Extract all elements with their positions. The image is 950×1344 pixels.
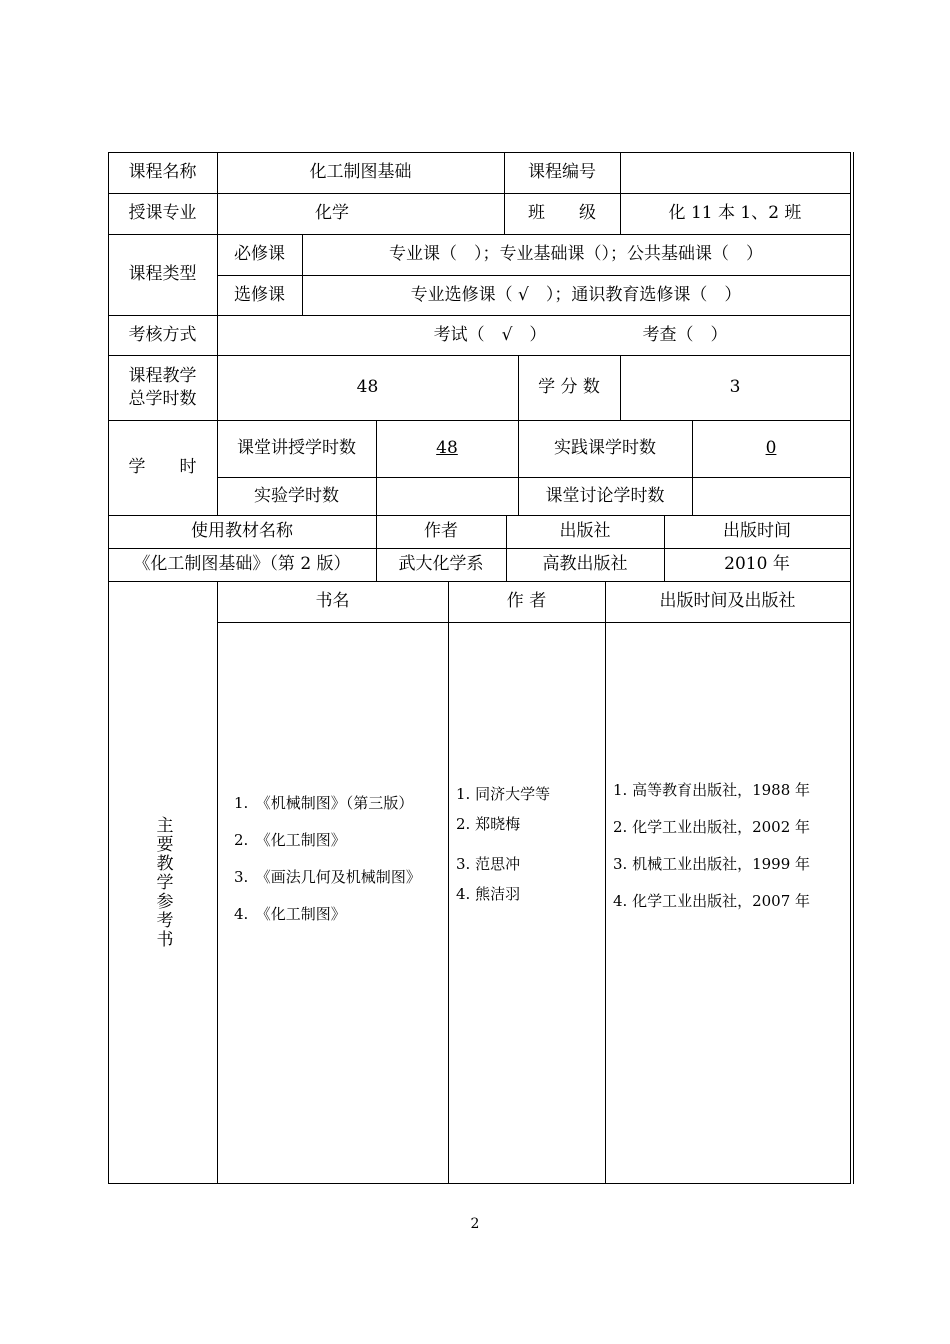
course-code-label: 课程编号 bbox=[528, 162, 596, 183]
textbook-header-name: 使用教材名称 bbox=[191, 521, 293, 542]
lab-hours-value bbox=[376, 477, 518, 515]
practice-hours-label: 实践课学时数 bbox=[554, 438, 656, 459]
reference-publishers bbox=[613, 781, 810, 929]
row-divider bbox=[217, 622, 851, 623]
references-label-cell bbox=[108, 581, 217, 1183]
course-type-label: 课程类型 bbox=[128, 264, 197, 285]
textbook-author: 武大化学系 bbox=[398, 554, 484, 575]
reference-title: 4. 《化工制图》 bbox=[234, 905, 346, 923]
total-hours-label bbox=[108, 355, 217, 420]
required-label: 必修课 bbox=[234, 244, 285, 265]
total-hours-value: 48 bbox=[356, 377, 379, 398]
table-border bbox=[850, 152, 851, 1184]
reference-publisher: 1. 高等教育出版社，1988 年 bbox=[613, 781, 811, 799]
total-hours-label-line2: 总学时数 bbox=[128, 388, 197, 409]
elective-label: 选修课 bbox=[234, 284, 285, 305]
references-header-title: 书名 bbox=[315, 591, 350, 612]
textbook-header-date: 出版时间 bbox=[723, 521, 791, 542]
reference-titles bbox=[234, 794, 421, 942]
class-label: 班 级 bbox=[528, 203, 596, 224]
col-divider bbox=[605, 581, 606, 1184]
course-name-value: 化工制图基础 bbox=[309, 162, 412, 183]
textbook-header-publisher: 出版社 bbox=[559, 521, 611, 542]
reference-title: 3. 《画法几何及机械制图》 bbox=[234, 868, 421, 886]
references-label: 主要教学参考书 bbox=[152, 815, 173, 949]
textbook-publisher: 高教出版社 bbox=[542, 554, 628, 575]
credit-value: 3 bbox=[729, 377, 741, 398]
required-value: 专业课（ ）；专业基础课（）；公共基础课（ ） bbox=[389, 244, 763, 265]
reference-author: 3. 范思冲 bbox=[456, 855, 521, 873]
reference-author: 1. 同济大学等 bbox=[456, 785, 551, 803]
references-header-author: 作 者 bbox=[506, 591, 547, 612]
page-number: 2 bbox=[470, 1216, 480, 1232]
references-header-publisher: 出版时间及出版社 bbox=[659, 591, 796, 612]
reference-publisher: 4. 化学工业出版社，2007 年 bbox=[613, 892, 811, 910]
reference-title: 2. 《化工制图》 bbox=[234, 831, 346, 849]
class-value: 化 11 本 1、2 班 bbox=[668, 203, 802, 224]
practice-hours-value: 0 bbox=[765, 438, 777, 459]
textbook-date: 2010 年 bbox=[724, 554, 790, 575]
assessment-exam: 考试（ √ ） bbox=[433, 324, 547, 345]
total-hours-label-line1: 课程教学 bbox=[128, 366, 197, 387]
col-divider bbox=[448, 581, 449, 1184]
reference-title: 1. 《机械制图》（第三版） bbox=[234, 794, 414, 812]
reference-author: 2. 郑晓梅 bbox=[456, 815, 521, 833]
credit-label: 学 分 数 bbox=[538, 377, 600, 398]
lecture-hours-label: 课堂讲授学时数 bbox=[237, 438, 356, 459]
reference-publisher: 3. 机械工业出版社，1999 年 bbox=[613, 855, 811, 873]
textbook-header-author: 作者 bbox=[424, 521, 458, 542]
course-code-value bbox=[620, 152, 850, 193]
lab-hours-label: 实验学时数 bbox=[254, 485, 339, 506]
major-value: 化学 bbox=[315, 203, 349, 224]
discussion-hours-label: 课堂讨论学时数 bbox=[545, 485, 665, 506]
discussion-hours-value bbox=[692, 477, 850, 515]
textbook-name: 《化工制图基础》（第 2 版） bbox=[133, 554, 351, 575]
table-border bbox=[853, 152, 854, 1184]
assessment-check: 考查（ ） bbox=[642, 324, 728, 345]
elective-value: 专业选修课（ √ ）；通识教育选修课（ ） bbox=[410, 284, 742, 305]
course-name-label: 课程名称 bbox=[128, 162, 197, 183]
reference-authors bbox=[456, 785, 550, 915]
assessment-label: 考核方式 bbox=[128, 324, 197, 345]
major-label: 授课专业 bbox=[128, 203, 197, 224]
hours-label: 学 时 bbox=[128, 457, 197, 478]
reference-publisher: 2. 化学工业出版社，2002 年 bbox=[613, 818, 811, 836]
col-divider bbox=[217, 581, 218, 1184]
lecture-hours-value: 48 bbox=[436, 438, 458, 459]
reference-author: 4. 熊洁羽 bbox=[456, 885, 521, 903]
table-border bbox=[108, 1183, 851, 1184]
